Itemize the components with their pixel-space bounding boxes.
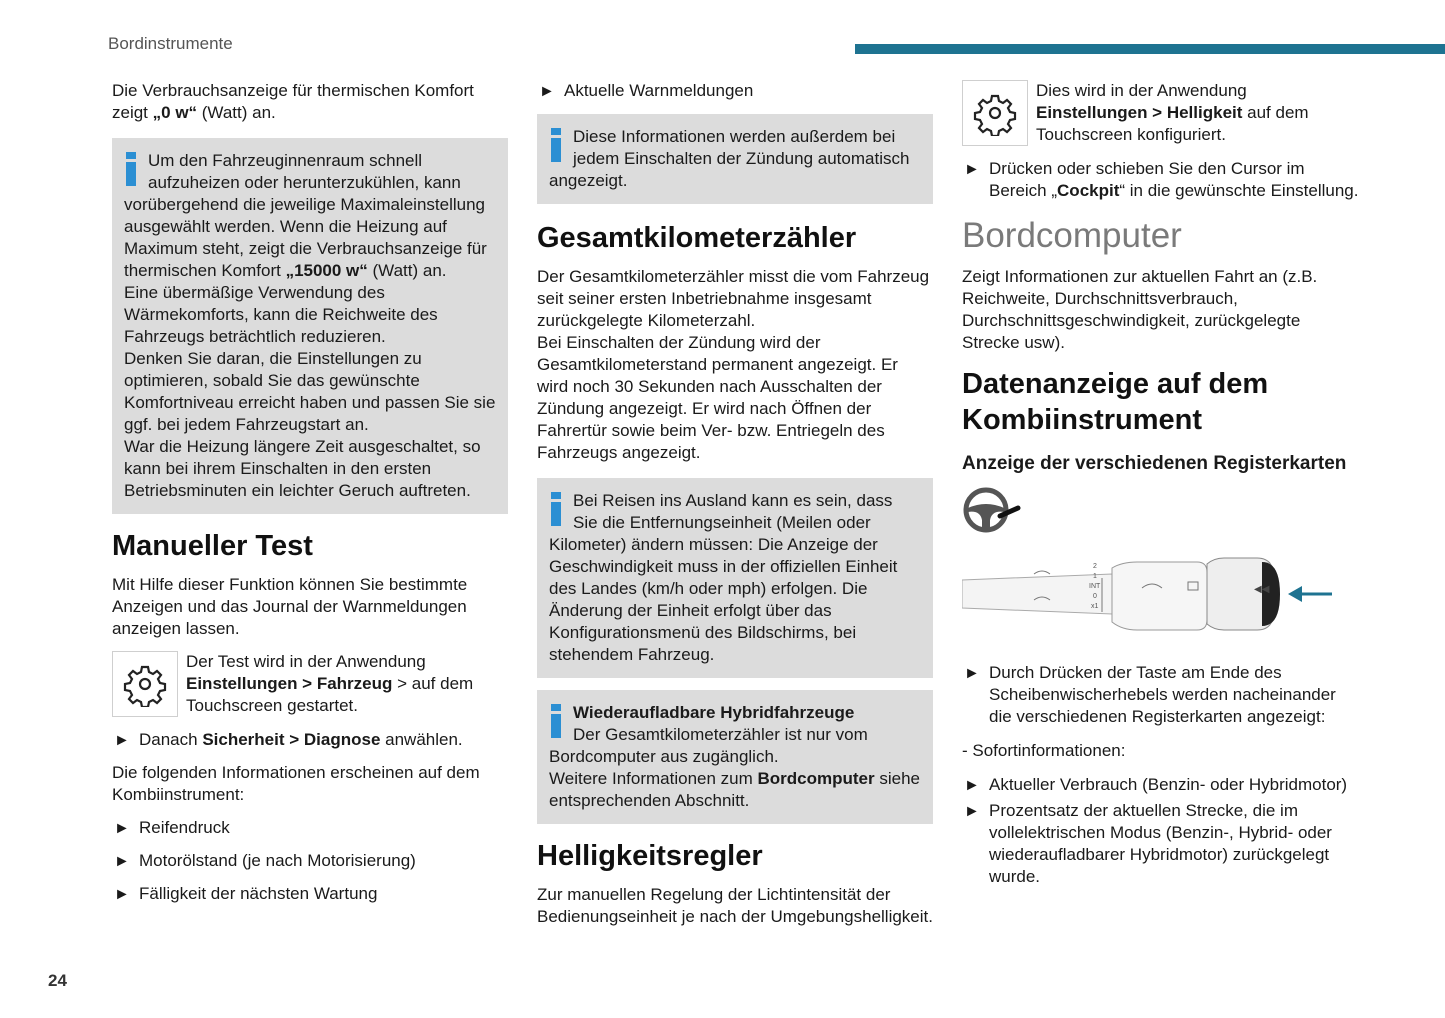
list-item: ► Prozentsatz der aktuellen Strecke, die im vollelektrischen Modus (Benzin-, Hybrid- oder wiederaufladbarer Hybridmotor) zurückgelegt wurde. (964, 801, 1332, 886)
manual-test-text: Mit Hilfe dieser Funktion können Sie bestimmte Anzeigen und das Journal der Warnmeldungen anzeigen lassen. (112, 575, 468, 638)
bullet-arrow-icon: ► (964, 665, 980, 682)
list-item: ► Fälligkeit der nächsten Wartung (112, 883, 508, 905)
info-box-units: Bei Reisen ins Ausland kann es sein, dass Sie die Entfernungseinheit (Meilen oder Kilometer) ändern müssen: Die Anzeige der Geschwindigkeit muss in der offiziellen Einheit des Landes (km/h oder mph) erfolgen. Die Änderung der Einheit erfolgt über das Konfigurationsmenü des Bildschirms, bei stehendem Fahrzeug. (537, 478, 933, 678)
list-item: ► Aktueller Verbrauch (Benzin- oder Hybridmotor) (962, 774, 1362, 796)
heading-manual-test: Manueller Test (112, 530, 313, 562)
bullet-arrow-icon: ► (114, 732, 130, 749)
instant-info-label: - Sofortinformationen: (962, 741, 1126, 760)
wiper-stalk-illustration (962, 538, 1362, 648)
info-box-ignition: Diese Informationen werden außerdem bei jedem Einschalten der Zündung automatisch angezeigt. (537, 114, 933, 204)
bullet-arrow-icon: ► (539, 83, 555, 100)
settings-gear-icon (112, 651, 178, 717)
running-header: Bordinstrumente (108, 34, 233, 53)
info-icon (124, 152, 138, 186)
info-icon (549, 492, 563, 526)
brightness-text: Zur manuellen Regelung der Lichtintensität der Bedienungseinheit je nach der Umgebungshelligkeit. (537, 885, 933, 926)
odometer-text-2: Bei Einschalten der Zündung wird der Gesamtkilometerstand permanent angezeigt. Er wird noch 30 Sekunden nach Ausschalten der Zündung angezeigt. Er wird nach Öffnen der Fahrertür sowie beim Ver- bzw. Entriegeln des Fahrzeugs angezeigt. (537, 333, 898, 462)
heading-trip-computer: Bordcomputer (962, 216, 1182, 255)
settings-note: Dies wird in der Anwendung Einstellungen > Helligkeit auf dem Touchscreen konfiguriert. (962, 80, 1362, 146)
odometer-text-1: Der Gesamtkilometerzähler misst die vom Fahrzeug seit seiner ersten Inbetriebnahme insgesamt zurückgelegte Kilometerzahl. (537, 267, 930, 330)
column-middle (537, 80, 933, 928)
column-left (112, 80, 508, 905)
info-icon (549, 128, 563, 162)
bullet-arrow-icon: ► (114, 853, 130, 870)
header-accent-bar (855, 44, 1445, 54)
wiper-label: 1 (1093, 573, 1097, 580)
following-info-text: Die folgenden Informationen erscheinen auf dem Kombiinstrument: (112, 763, 480, 804)
bullet-arrow-icon: ► (964, 161, 980, 178)
subheading-tabs: Anzeige der verschiedenen Registerkarten (962, 453, 1347, 474)
info-icon (549, 704, 563, 738)
heading-odometer: Gesamtkilometerzähler (537, 222, 857, 254)
list-item: ► Reifendruck (112, 817, 508, 839)
info-box-hybrid: Wiederaufladbare Hybridfahrzeuge Der Gesamtkilometerzähler ist nur vom Bordcomputer aus zugänglich. Weitere Informationen zum Bordcomputer siehe entsprechenden Abschnitt. (537, 690, 933, 824)
list-item: ► Aktuelle Warnmeldungen (537, 80, 933, 102)
bullet-arrow-icon: ► (114, 820, 130, 837)
bullet-cursor: ► Drücken oder schieben Sie den Cursor im Bereich „Cockpit“ in die gewünschte Einstellung. (964, 159, 1359, 200)
bullet-select-diagnosis: ► Danach Sicherheit > Diagnose anwählen. (112, 729, 508, 751)
heading-data-display: Datenanzeige auf dem Kombiinstrument (962, 368, 1269, 436)
settings-note: Der Test wird in der Anwendung Einstellungen > Fahrzeug > auf dem Touchscreen gestartet. (112, 651, 508, 717)
wiper-label: 0 (1093, 593, 1097, 600)
settings-gear-icon (962, 80, 1028, 146)
info-box-heating: Um den Fahrzeuginnenraum schnell aufzuheizen oder herunterzukühlen, kann vorübergehend die jeweilige Maximaleinstellung ausgewählt werden. Wenn die Heizung auf Maximum steht, zeigt die Verbrauchsanzeige für thermischen Komfort „15000 w“ (Watt) an. Eine übermäßige Verwendung des Wärmekomforts, kann die Reichweite des Fahrzeugs beträchtlich reduzieren. Denken Sie daran, die Einstellungen zu optimieren, sobald Sie das gewünschte Komfortniveau erreicht haben und passen Sie sie ggf. bei jedem Fahrzeugstart an. War die Heizung längere Zeit ausgeschaltet, so kann bei ihrem Einschalten in den ersten Betriebsminuten ein leichter Geruch auftreten. (112, 138, 508, 514)
bullet-press-button: ► Durch Drücken der Taste am Ende des Scheibenwischerhebels werden nacheinander die verschiedenen Registerkarten angezeigt: (964, 663, 1336, 726)
trip-computer-text: Zeigt Informationen zur aktuellen Fahrt an (z.B. Reichweite, Durchschnittsverbrauch, Durchschnittsgeschwindigkeit, zurückgelegte Strecke usw). (962, 267, 1318, 352)
arrow-left-icon (1288, 586, 1332, 602)
wiper-label: INT (1089, 583, 1101, 590)
thermal-comfort-text: Die Verbrauchsanzeige für thermischen Komfort zeigt „0 w“ (Watt) an. (112, 81, 474, 122)
bullet-arrow-icon: ► (964, 777, 980, 794)
steering-wheel-icon (962, 486, 1362, 538)
bullet-arrow-icon: ► (114, 886, 130, 903)
wiper-label: 2 (1093, 563, 1097, 570)
svg-text:◀◀: ◀◀ (1254, 584, 1270, 595)
page-number: 24 (48, 971, 67, 990)
list-item: ► Motorölstand (je nach Motorisierung) (112, 850, 508, 872)
wiper-label: x1 (1091, 603, 1099, 610)
heading-brightness: Helligkeitsregler (537, 840, 763, 872)
column-right (962, 80, 1362, 888)
bullet-arrow-icon: ► (964, 803, 980, 820)
